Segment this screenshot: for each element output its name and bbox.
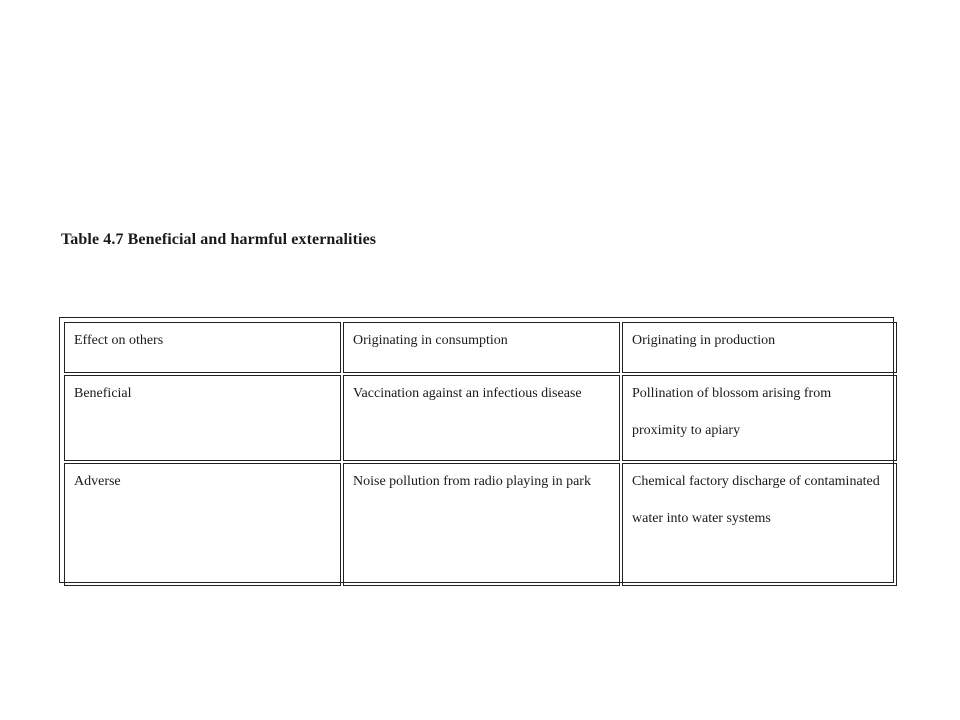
header-cell-effect: Effect on others (64, 322, 341, 373)
cell-effect: Adverse (64, 463, 341, 586)
cell-consumption: Noise pollution from radio playing in park (343, 463, 620, 586)
table-row (64, 375, 897, 461)
cell-consumption: Vaccination against an infectious disease (343, 375, 620, 461)
table-row (64, 463, 897, 586)
table-header-row (64, 322, 897, 373)
cell-production: Chemical factory discharge of contaminated water into water systems (622, 463, 897, 586)
header-cell-consumption: Originating in consumption (343, 322, 620, 373)
header-cell-production: Originating in production (622, 322, 897, 373)
cell-effect: Beneficial (64, 375, 341, 461)
externalities-table (59, 317, 894, 583)
table-caption: Table 4.7 Beneficial and harmful externalities (61, 231, 377, 248)
cell-production: Pollination of blossom arising from proximity to apiary (622, 375, 897, 461)
